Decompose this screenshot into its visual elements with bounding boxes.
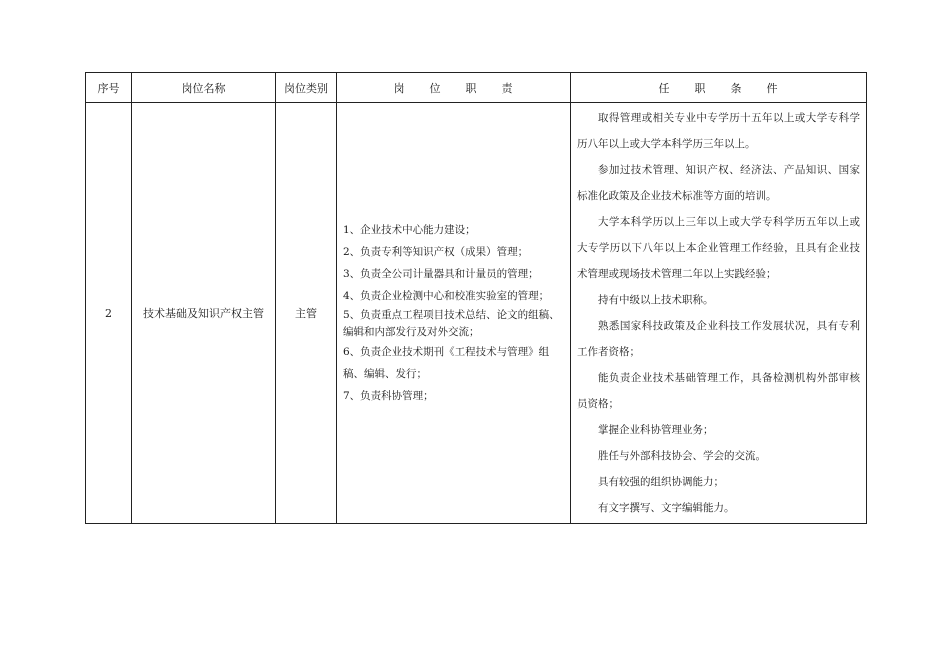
cell-position-name: 技术基础及知识产权主管 [132,103,276,524]
header-position-type: 岗位类别 [276,73,337,103]
header-index: 序号 [86,73,132,103]
header-requirements: 任 职 条 件 [571,73,867,103]
duty-item: 1、企业技术中心能力建设； [343,224,476,236]
requirement-item: 大学本科学历以上三年以上或大学专科学历五年以上或大专学历以下八年以上本企业管理工作经验，且具有企业技术管理或现场技术管理二年以上实践经验； [577,216,860,280]
header-position-name: 岗位名称 [132,73,276,103]
duty-item: 5、负责重点工程项目技术总结、论文的组稿、编辑和内部发行及对外交流； [343,309,560,338]
requirement-item: 取得管理或相关专业中专学历十五年以上或大学专科学历八年以上或大学本科学历三年以上。 [577,112,860,150]
requirement-item: 能负责企业技术基础管理工作，具备检测机构外部审核员资格； [577,372,860,410]
requirement-item: 有文字撰写、文字编辑能力。 [598,502,735,514]
cell-requirements [571,103,867,524]
header-duties: 岗 位 职 责 [337,73,571,103]
duty-item: 3、负责全公司计量器具和计量员的管理； [343,268,539,280]
requirement-item: 掌握企业科协管理业务； [598,424,714,436]
cell-position-type: 主管 [276,103,337,524]
cell-duties [337,103,571,524]
requirement-item: 参加过技术管理、知识产权、经济法、产品知识、国家标准化政策及企业技术标准等方面的培训。 [577,164,860,202]
duty-item: 2、负责专利等知识产权（成果）管理； [343,246,529,258]
requirement-item: 持有中级以上技术职称。 [598,294,714,306]
table-row [86,103,867,524]
requirement-item: 熟悉国家科技政策及企业科技工作发展状况，具有专利工作者资格； [577,320,860,358]
requirement-item: 胜任与外部科技协会、学会的交流。 [598,450,766,462]
position-table [85,72,867,524]
duty-item: 7、负责科协管理； [343,390,434,402]
cell-index: 2 [86,103,132,524]
duty-item: 4、负责企业检测中心和校准实验室的管理； [343,290,550,302]
duty-item: 6、负责企业技术期刊《工程技术与管理》组稿、编辑、发行； [343,346,550,380]
header-row [86,73,867,103]
requirement-item: 具有较强的组织协调能力； [598,476,724,488]
